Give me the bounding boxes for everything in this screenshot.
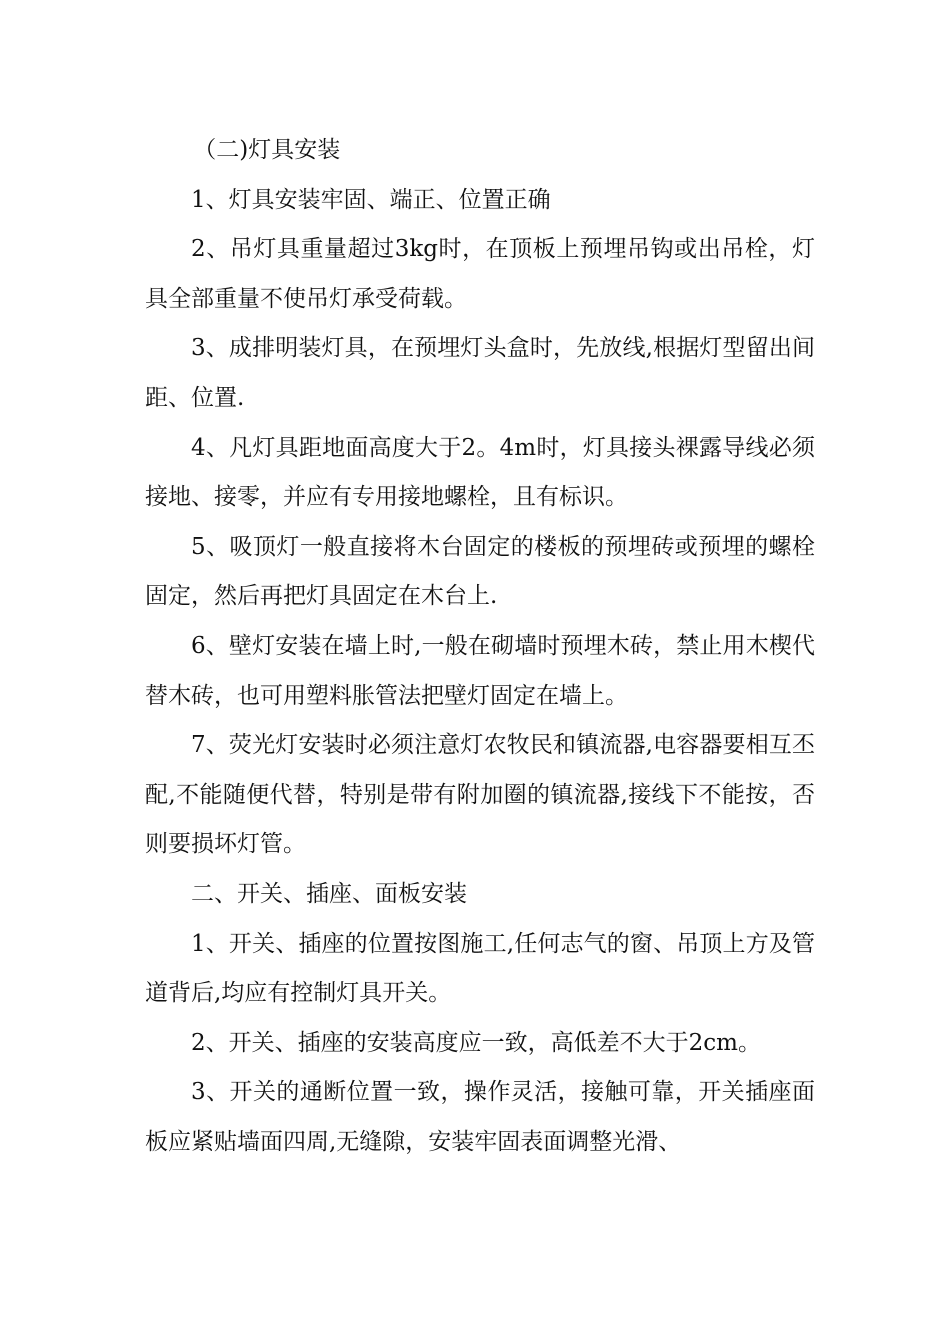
paragraph-4: 4、凡灯具距地面高度大于2。4m时，灯具接头裸露导线必须接地、接零，并应有专用接地螺栓，且有标识。 — [145, 434, 815, 511]
paragraph-7: 7、荧光灯安装时必须注意灯农牧民和镇流器,电容器要相互丕配,不能随便代替，特别是带有附加圈的镇流器,接线下不能按，否则要损坏灯管。 — [145, 732, 815, 858]
paragraph-switch-1: 1、开关、插座的位置按图施工,任何志气的窗、吊顶上方及管道背后,均应有控制灯具开关。 — [145, 930, 815, 1007]
document-body — [145, 126, 815, 1167]
section-heading-lamp-installation: （二)灯具安装 — [193, 137, 341, 163]
paragraph-6: 6、壁灯安装在墙上时,一般在砌墙时预埋木砖，禁止用木楔代替木砖，也可用塑料胀管法把壁灯固定在墙上。 — [145, 632, 815, 709]
paragraph-3: 3、成排明装灯具，在预埋灯头盒时，先放线,根据灯型留出间距、位置. — [145, 335, 815, 411]
paragraph-switch-3: 3、开关的通断位置一致，操作灵活，接触可靠，开关插座面板应紧贴墙面四周,无缝隙，安装牢固表面调整光滑、 — [145, 1079, 815, 1155]
paragraph-1: 1、灯具安装牢固、端正、位置正确 — [191, 186, 551, 213]
paragraph-switch-2: 2、开关、插座的安装高度应一致，高低差不大于2cm。 — [191, 1029, 761, 1056]
section-heading-switch-socket: 二、开关、插座、面板安装 — [191, 880, 467, 907]
paragraph-5: 5、吸顶灯一般直接将木台固定的楼板的预埋砖或预埋的螺栓固定，然后再把灯具固定在木台上. — [145, 533, 815, 610]
paragraph-2: 2、吊灯具重量超过3kg时，在顶板上预埋吊钩或出吊栓，灯具全部重量不使吊灯承受荷载。 — [145, 236, 815, 312]
